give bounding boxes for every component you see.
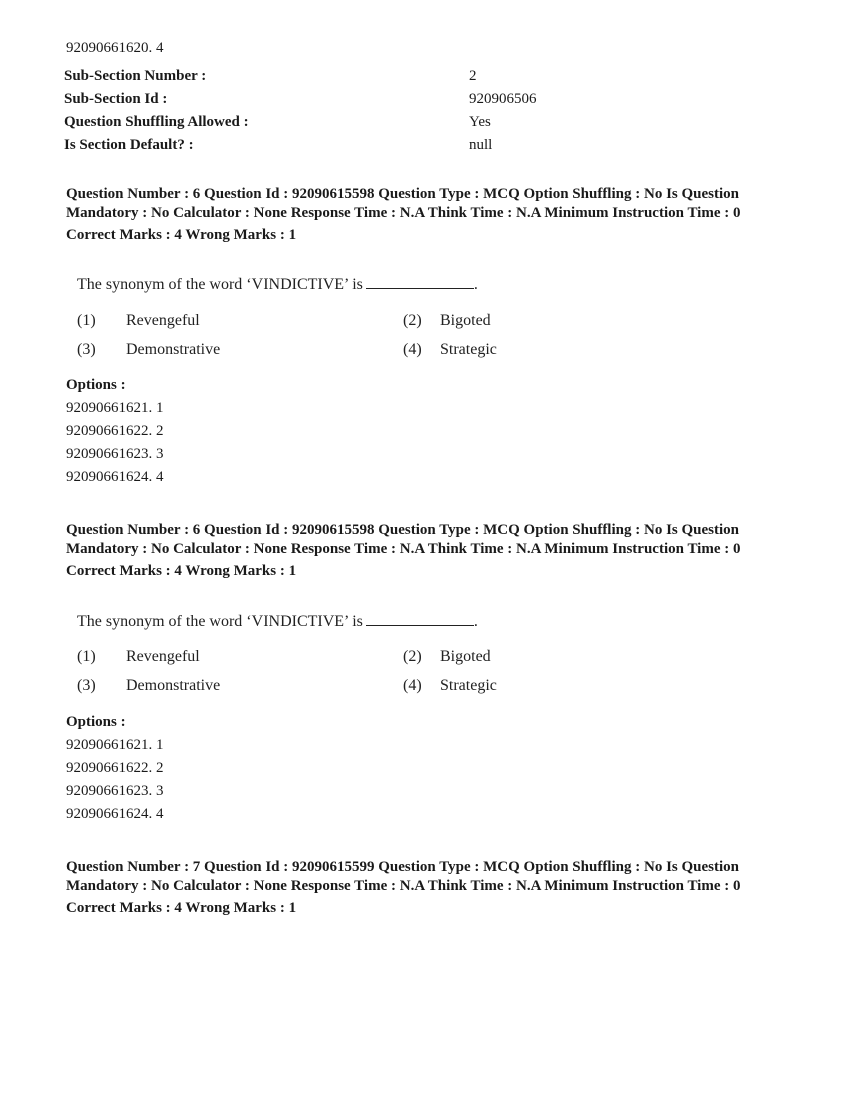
choice-number: (2) (403, 648, 422, 665)
question-shuffling-label: Question Shuffling Allowed : (64, 114, 249, 130)
question-stem-end: . (473, 613, 478, 630)
option-id-line: 92090661622. 2 (66, 423, 164, 439)
subsection-id-value: 920906506 (469, 91, 537, 107)
choice-number: (4) (403, 677, 422, 694)
options-title: Options : (66, 714, 126, 730)
question-stem-end: . (473, 276, 478, 293)
choice-number: (4) (403, 341, 422, 358)
question-shuffling-value: Yes (469, 114, 491, 130)
options-title: Options : (66, 377, 126, 393)
choice-text: Demonstrative (126, 341, 221, 358)
choice-text: Revengeful (126, 648, 200, 665)
question-stem-text: The synonym of the word ‘VINDICTIVE’ is (77, 276, 363, 293)
choice-number: (1) (77, 312, 96, 329)
option-id-line: 92090661624. 4 (66, 806, 164, 822)
subsection-number-value: 2 (469, 68, 477, 84)
choice-text: Revengeful (126, 312, 200, 329)
question-block (66, 185, 786, 245)
subsection-number-label: Sub-Section Number : (64, 68, 207, 84)
choice-number: (2) (403, 312, 422, 329)
choice-text: Strategic (440, 341, 497, 358)
choice-text: Bigoted (440, 648, 491, 665)
option-id-line: 92090661621. 1 (66, 400, 164, 416)
section-default-value: null (469, 137, 493, 153)
section-default-label: Is Section Default? : (64, 137, 194, 153)
choice-text: Bigoted (440, 312, 491, 329)
question-marks: Correct Marks : 4 Wrong Marks : 1 (66, 563, 297, 580)
option-id-line: 92090661622. 2 (66, 760, 164, 776)
previous-option-line: 92090661620. 4 (66, 40, 164, 56)
option-id-line: 92090661623. 3 (66, 446, 164, 462)
choice-number: (3) (77, 341, 96, 358)
choice-number: (1) (77, 648, 96, 665)
question-block (66, 858, 786, 918)
question-stem-text: The synonym of the word ‘VINDICTIVE’ is (77, 613, 363, 630)
option-id-line: 92090661623. 3 (66, 783, 164, 799)
choice-text: Demonstrative (126, 677, 221, 694)
question-marks: Correct Marks : 4 Wrong Marks : 1 (66, 900, 297, 917)
choice-text: Strategic (440, 677, 497, 694)
answer-blank (366, 287, 474, 289)
question-header: Question Number : 6 Question Id : 92090615598 Question Type : MCQ Option Shuffling : No Is Question Mandatory : No Calculator : None Response Time : N.A Think Time : N.A Minimum Instruction Time : 0 (66, 186, 741, 221)
question-block (66, 521, 786, 581)
question-stem (77, 613, 478, 631)
subsection-id-label: Sub-Section Id : (64, 91, 168, 107)
question-marks: Correct Marks : 4 Wrong Marks : 1 (66, 227, 297, 244)
question-header: Question Number : 7 Question Id : 92090615599 Question Type : MCQ Option Shuffling : No Is Question Mandatory : No Calculator : None Response Time : N.A Think Time : N.A Minimum Instruction Time : 0 (66, 859, 741, 894)
question-stem (77, 276, 478, 294)
choice-number: (3) (77, 677, 96, 694)
question-header: Question Number : 6 Question Id : 92090615598 Question Type : MCQ Option Shuffling : No Is Question Mandatory : No Calculator : None Response Time : N.A Think Time : N.A Minimum Instruction Time : 0 (66, 522, 741, 557)
option-id-line: 92090661624. 4 (66, 469, 164, 485)
option-id-line: 92090661621. 1 (66, 737, 164, 753)
answer-blank (366, 624, 474, 626)
